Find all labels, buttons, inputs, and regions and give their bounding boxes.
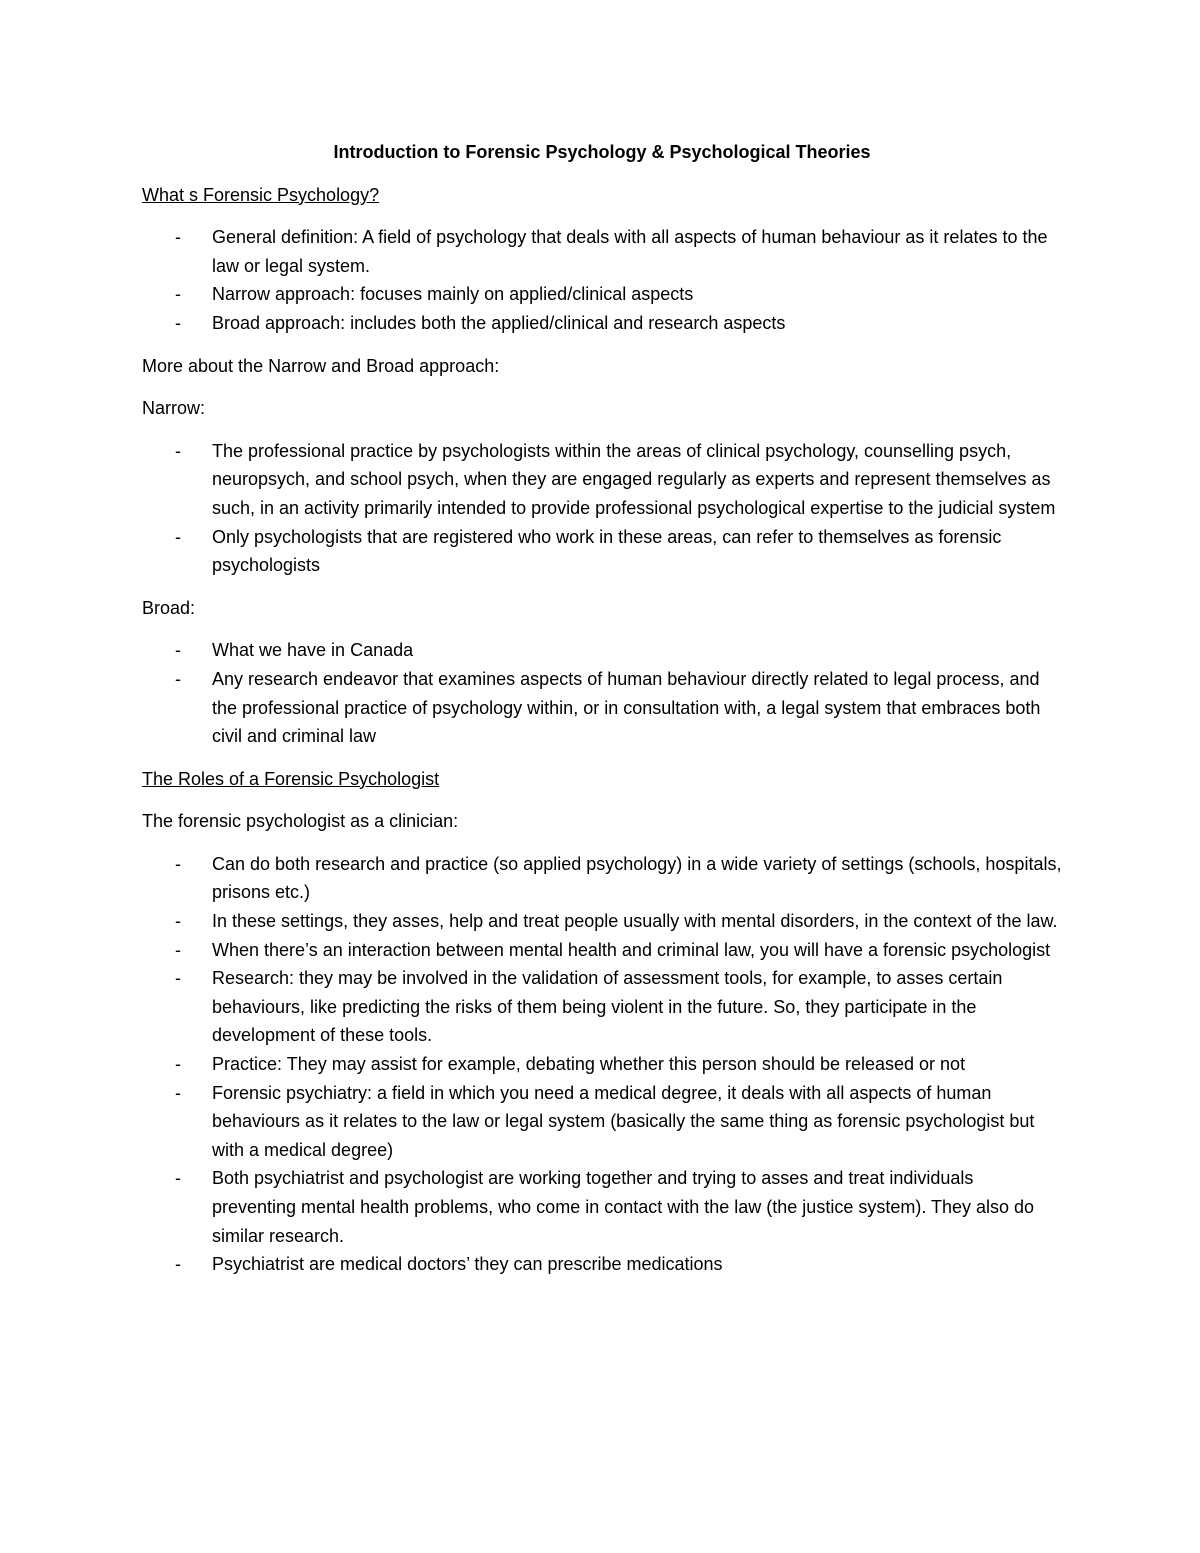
list-item-text: Any research endeavor that examines aspects of human behaviour directly related to legal process, and the professional practice of psychology within, or in consultation with, a legal system that embraces both civil and criminal law — [212, 668, 1041, 747]
section-heading-roles: The Roles of a Forensic Psychologist — [142, 768, 440, 789]
dash-bullet: - — [175, 911, 181, 932]
broad-list — [142, 636, 1062, 750]
document-title: Introduction to Forensic Psychology & Psychological Theories — [333, 142, 871, 162]
list-item-text: Both psychiatrist and psychologist are working together and trying to asses and treat individuals preventing mental health problems, who come in contact with the law (the justice system). They also do similar research. — [212, 1168, 1035, 1246]
clinician-intro: The forensic psychologist as a clinician: — [142, 811, 459, 832]
list-item — [142, 223, 1062, 280]
list-item-text: The professional practice by psychologists within the areas of clinical psychology, counselling psych, neuropsych, and school psych, when they are engaged regularly as experts and represent themselves as such, in an activity primarily intended to provide professional psychological expertise to the judicial system — [212, 440, 1056, 518]
dash-bullet: - — [175, 853, 181, 874]
narrow-label: Narrow: — [142, 398, 206, 419]
narrow-list — [142, 437, 1062, 580]
list-item — [142, 636, 1062, 665]
dash-bullet: - — [175, 1168, 181, 1189]
list-item-text: Psychiatrist are medical doctors’ they can prescribe medications — [212, 1254, 723, 1275]
dash-bullet: - — [175, 284, 181, 305]
list-item — [142, 850, 1062, 907]
more-about-paragraph: More about the Narrow and Broad approach: — [142, 355, 500, 376]
list-item-text: Research: they may be involved in the validation of assessment tools, for example, to asses certain behaviours, like predicting the risks of them being violent in the future. So, they participate in the development of these tools. — [212, 968, 1003, 1046]
list-item — [142, 1250, 1062, 1279]
list-item — [142, 964, 1062, 1050]
document-page — [142, 138, 1062, 1293]
dash-bullet: - — [175, 440, 181, 461]
dash-bullet: - — [175, 227, 181, 248]
dash-bullet: - — [175, 668, 181, 689]
list-item — [142, 1050, 1062, 1079]
definition-list — [142, 223, 1062, 337]
dash-bullet: - — [175, 1254, 181, 1275]
list-item-text: When there’s an interaction between mental health and criminal law, you will have a forensic psychologist — [212, 939, 1051, 960]
list-item-text: Only psychologists that are registered who work in these areas, can refer to themselves as forensic psychologists — [212, 526, 1002, 576]
dash-bullet: - — [175, 968, 181, 989]
list-item — [142, 907, 1062, 936]
section-heading-what-is: What s Forensic Psychology? — [142, 184, 380, 205]
list-item-text: Can do both research and practice (so applied psychology) in a wide variety of settings (schools, hospitals, prisons etc.) — [212, 853, 1062, 903]
list-item — [142, 665, 1062, 751]
list-item-text: Narrow approach: focuses mainly on applied/clinical aspects — [212, 284, 694, 305]
list-item-text: Forensic psychiatry: a field in which you need a medical degree, it deals with all aspects of human behaviours as it relates to the law or legal system (basically the same thing as forensic psychologist but with a medical degree) — [212, 1082, 1035, 1160]
list-item-text: General definition: A field of psychology that deals with all aspects of human behaviour as it relates to the law or legal system. — [212, 227, 1048, 276]
dash-bullet: - — [175, 1082, 181, 1103]
list-item — [142, 437, 1062, 523]
dash-bullet: - — [175, 1054, 181, 1075]
dash-bullet: - — [175, 312, 181, 333]
list-item-text: Broad approach: includes both the applied/clinical and research aspects — [212, 312, 786, 333]
dash-bullet: - — [175, 640, 181, 661]
list-item — [142, 1164, 1062, 1250]
list-item-text: Practice: They may assist for example, debating whether this person should be released or not — [212, 1054, 966, 1075]
list-item — [142, 309, 1062, 338]
dash-bullet: - — [175, 526, 181, 547]
dash-bullet: - — [175, 939, 181, 960]
list-item-text: In these settings, they asses, help and treat people usually with mental disorders, in the context of the law. — [212, 911, 1058, 932]
broad-label: Broad: — [142, 597, 196, 618]
list-item — [142, 523, 1062, 580]
list-item — [142, 936, 1062, 965]
list-item — [142, 280, 1062, 309]
list-item — [142, 1079, 1062, 1165]
clinician-list — [142, 850, 1062, 1279]
list-item-text: What we have in Canada — [212, 640, 414, 661]
